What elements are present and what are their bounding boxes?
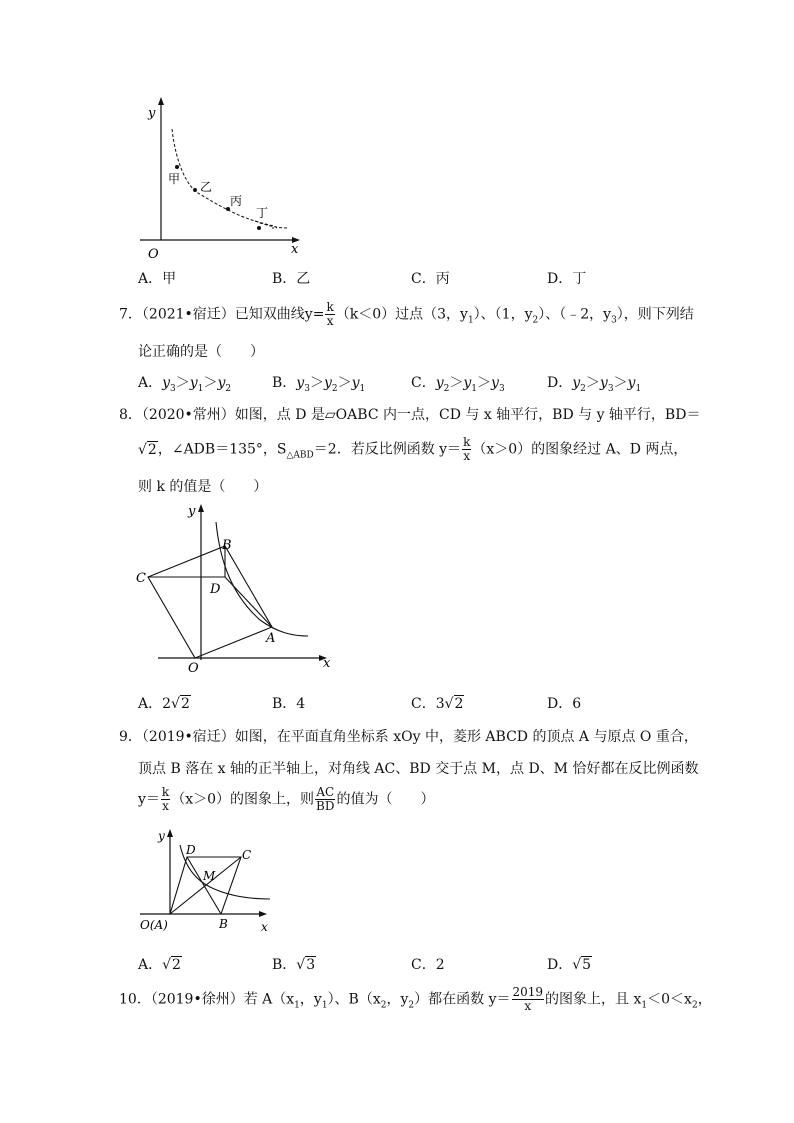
q9-y-arrow [167,829,173,837]
q7-option-c[interactable]: C．$y_2>y_1>y_3$ [411,375,505,394]
q8-option-c[interactable]: C．3√2 [411,696,464,712]
q8-option-a[interactable]: A．2√2 [138,696,190,712]
q6-option-d[interactable]: D．丁 [547,271,587,287]
q8-label-o: O [188,661,199,675]
q6-y-arrow [158,97,164,105]
q8-label-b: B [222,538,232,553]
q9-label-y: y [158,829,165,843]
q8-y-arrow [198,504,204,512]
q7-option-d[interactable]: D．$y_2>y_3>y_1$ [547,375,642,394]
q6-label-jia: 甲 [168,172,181,186]
q7-stem-line2: 论正确的是（ ） [138,344,264,360]
q9-label-d: D [186,843,196,857]
q7-option-a[interactable]: A．$y_3>y_1>y_2$ [138,375,232,394]
q9-label-c: C [242,848,252,862]
q6-label-x: x [291,242,299,257]
q6-label-yi: 乙 [200,180,213,194]
q8-stem-line1: 8．（2020•常州）如图，点 D 是▱OABC 内一点，CD 与 x 轴平行，BD 与 y 轴平行，BD＝ [119,407,701,423]
q8-stem-line3: 则 k 的值是（ ） [138,479,268,495]
q8-label-d: D [210,582,221,597]
q9-label-x: x [261,920,268,934]
q7-stem-line1: 7．（2021•宿迁）已知双曲线y= $\frac{k}{x}$ （k＜0）过点（3，$y_1$）、（1，$y_2$）、（﹣2，$y_3$），则下列结 [119,300,694,328]
q8-segment-ad [225,577,272,627]
q9-figure [130,825,280,940]
q6-label-bing: 丙 [230,194,243,208]
q9-label-b: B [219,917,228,931]
q9-label-oa: O(A) [140,918,168,932]
q6-figure [130,95,310,265]
q8-label-y: y [188,504,196,519]
q9-diagonal-bd [187,857,221,914]
q10-stem-line1: 10．（2019•徐州）若 $A(x_1$，$y_1$）、$B(x_2$，$y_2$）都在函数 y＝ $\frac{2019}{x}$ 的图象上，且 $x_1<0<x_2$， [119,985,712,1013]
q6-point-ding [257,226,261,230]
q9-stem-line3: y＝ $\frac{k}{x}$ （x＞0）的图象上，则 $\frac{AC}{BD}$ 的值为（ ） [138,785,435,813]
q8-option-b[interactable]: B．4 [272,696,306,712]
q9-option-d[interactable]: D．√5 [547,957,592,973]
q9-diagonal-ac [170,857,241,914]
q6-label-origin: O [148,247,159,262]
q8-label-a: A [266,631,276,646]
q9-option-a[interactable]: A．√2 [138,957,181,973]
q8-label-c: C [136,571,146,586]
q7-option-b[interactable]: B．$y_3>y_2>y_1$ [272,375,366,394]
q8-stem-line2: √2，∠ADB＝135°，$S_{\triangle ABD}=2$．若反比例函数 y＝ $\frac{k}{x}$ （x＞0）的图象经过 A、D 两点， [138,435,688,463]
q8-label-x: x [323,656,331,671]
q9-option-b[interactable]: B．√3 [272,957,316,973]
q9-option-c[interactable]: C．2 [411,957,445,973]
q6-option-a[interactable]: A．甲 [138,271,177,287]
q9-stem-line1: 9．（2019•宿迁）如图，在平面直角坐标系 xOy 中，菱形 ABCD 的顶点 A 与原点 O 重合， [119,729,698,745]
q6-label-ding: 丁 [256,206,269,220]
q9-x-arrow [259,911,267,917]
q6-option-b[interactable]: B．乙 [272,271,311,287]
q8-option-d[interactable]: D．6 [547,696,582,712]
q9-label-m: M [203,869,216,883]
q8-parallelogram-oabc [148,546,272,658]
q8-figure [130,500,340,675]
q6-option-c[interactable]: C．丙 [411,271,450,287]
q6-point-jia [175,165,179,169]
q6-label-y: y [148,106,156,121]
q9-stem-line2: 顶点 B 落在 x 轴的正半轴上，对角线 AC、BD 交于点 M，点 D、M 恰好都在反比例函数 [138,761,699,777]
q6-point-yi [193,188,197,192]
